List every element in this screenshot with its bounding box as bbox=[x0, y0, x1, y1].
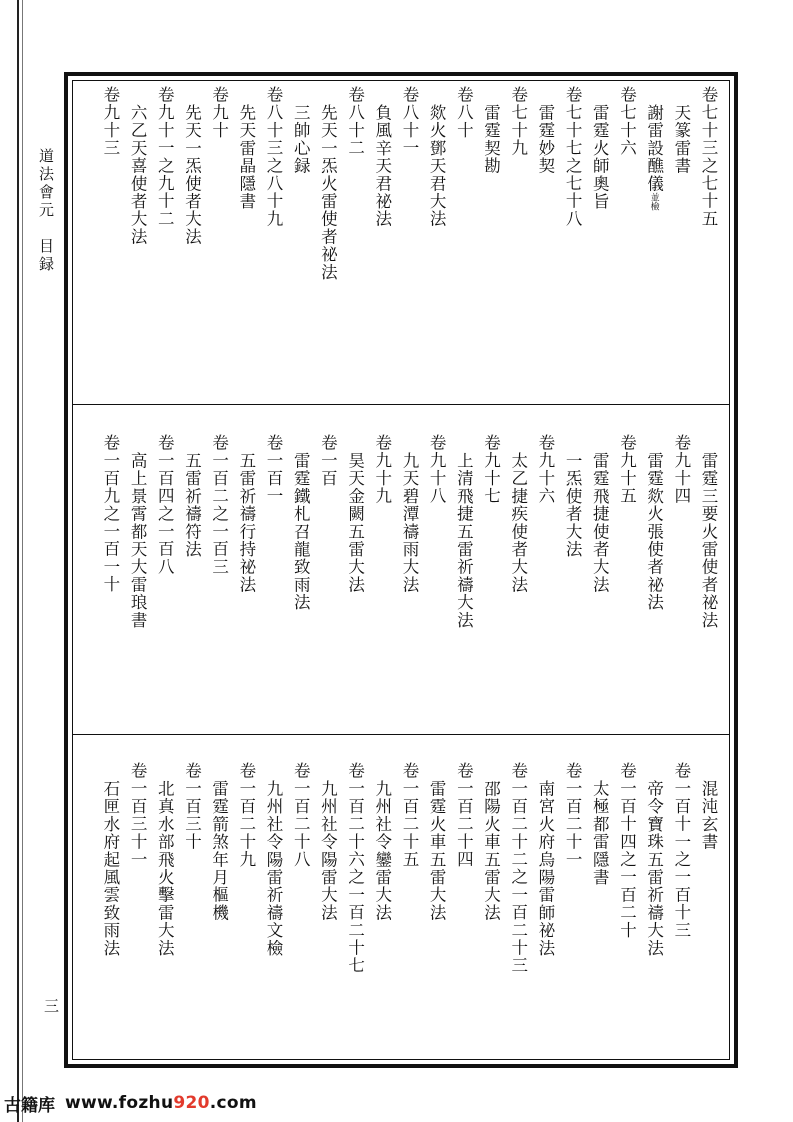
toc-chapter-heading bbox=[341, 762, 368, 1062]
toc-entry-text: 卷一百二之一百三 bbox=[209, 434, 229, 576]
toc-entry-title bbox=[586, 762, 613, 1062]
toc-entry-title bbox=[205, 762, 232, 1062]
toc-chapter-heading bbox=[559, 762, 586, 1062]
section-divider bbox=[73, 404, 729, 405]
toc-entry-title bbox=[559, 434, 586, 734]
toc-entry-text: 卷一百四之一百八 bbox=[155, 434, 175, 576]
toc-entry-title bbox=[423, 86, 450, 386]
toc-entry-text: 卷一百三十 bbox=[182, 762, 202, 851]
toc-entry-text: 一炁使者大法 bbox=[563, 452, 583, 559]
toc-entry-title bbox=[532, 86, 559, 386]
toc-entry-text: 卷九十五 bbox=[617, 434, 637, 505]
toc-entry-text: 上清飛捷五雷祈禱大法 bbox=[454, 452, 474, 629]
toc-entry-text: 卷七十三之七十五 bbox=[699, 86, 718, 228]
toc-entry-text: 先天雷晶隱書 bbox=[236, 104, 256, 211]
toc-entry-text: 卷九十八 bbox=[427, 434, 447, 505]
toc-chapter-heading bbox=[124, 762, 151, 1062]
toc-entry-title bbox=[423, 762, 450, 1062]
toc-entry-text: 混沌玄書 bbox=[699, 780, 718, 851]
toc-chapter-heading bbox=[97, 434, 124, 734]
toc-entry-text: 卷一百 bbox=[318, 434, 338, 488]
toc-entry-text: 雷霆飛捷使者大法 bbox=[590, 452, 610, 594]
toc-entry-text: 卷九十三 bbox=[100, 86, 120, 157]
toc-entry-text: 昊天金闕五雷大法 bbox=[345, 452, 365, 594]
toc-chapter-heading bbox=[532, 434, 559, 734]
page-margin-rule-thin bbox=[22, 0, 23, 1122]
toc-entry-text: 三帥心録 bbox=[291, 104, 311, 175]
toc-entry-title bbox=[124, 86, 151, 386]
toc-entry-text: 太極都雷隱書 bbox=[590, 780, 610, 887]
toc-entry-text: 先天一炁使者大法 bbox=[182, 104, 202, 246]
toc-chapter-heading bbox=[668, 762, 695, 1062]
toc-entry-title bbox=[314, 762, 341, 1062]
toc-entry-text: 卷一百二十四 bbox=[454, 762, 474, 869]
toc-entry-title bbox=[477, 86, 504, 386]
page-number: 三 bbox=[42, 998, 60, 1013]
toc-entry-title bbox=[505, 434, 532, 734]
toc-entry-title bbox=[450, 434, 477, 734]
toc-entry-text: 卷一百三十一 bbox=[128, 762, 148, 869]
toc-entry-text: 九州社令陽雷祈禱文檢 bbox=[264, 780, 283, 957]
toc-entry-note: 並檢 bbox=[648, 192, 659, 211]
book-title-header: 道法會元 目録 bbox=[37, 148, 55, 274]
toc-entry-text: 九天碧潭禱雨大法 bbox=[399, 452, 419, 594]
toc-entry-text: 五雷祈禱行持祕法 bbox=[236, 452, 256, 594]
toc-entry-text: 卷一百十一之一百十三 bbox=[671, 762, 691, 939]
toc-entry-title bbox=[668, 86, 695, 386]
toc-entry-title bbox=[314, 86, 341, 386]
toc-entry-text: 卷一百二十八 bbox=[291, 762, 311, 869]
toc-entry-text: 南宮火府烏陽雷師祕法 bbox=[535, 780, 555, 957]
toc-chapter-heading bbox=[369, 434, 396, 734]
toc-entry-text: 雷霆欻火張使者祕法 bbox=[644, 452, 664, 612]
toc-entry-text: 卷一百一 bbox=[264, 434, 283, 505]
toc-entry-text: 太乙捷疾使者大法 bbox=[508, 452, 528, 594]
toc-entry-text: 卷九十九 bbox=[372, 434, 392, 505]
toc-entry-title bbox=[586, 434, 613, 734]
toc-chapter-heading bbox=[151, 86, 178, 386]
toc-chapter-heading bbox=[477, 434, 504, 734]
toc-entry-text: 卷一百二十九 bbox=[236, 762, 256, 869]
toc-entry-text: 雷霆火師奧旨 bbox=[590, 104, 610, 211]
toc-entry-text: 先天一炁火雷使者祕法 bbox=[318, 104, 338, 281]
toc-entry-text: 卷一百二十六之一百二十七 bbox=[345, 762, 365, 975]
toc-entry-text: 卷九十七 bbox=[481, 434, 501, 505]
toc-entry-text: 高上景霄都天大雷琅書 bbox=[128, 452, 148, 629]
toc-entry-text: 卷八十 bbox=[454, 86, 474, 140]
toc-entry-title bbox=[233, 86, 260, 386]
toc-chapter-heading bbox=[613, 762, 640, 1062]
toc-entry-text: 六乙天喜使者大法 bbox=[128, 104, 148, 246]
toc-entry-text: 雷霆火車五雷大法 bbox=[427, 780, 447, 922]
toc-chapter-heading bbox=[396, 86, 423, 386]
toc-entry-text: 卷八十二 bbox=[345, 86, 365, 157]
toc-entry-text: 卷七十六 bbox=[617, 86, 637, 157]
toc-entry-text: 卷九十一之九十二 bbox=[155, 86, 175, 228]
toc-entry-title bbox=[287, 86, 314, 386]
toc-entry-text: 卷八十三之八十九 bbox=[264, 86, 283, 228]
toc-chapter-heading bbox=[450, 86, 477, 386]
toc-entry-text: 雷霆鐵札召龍致雨法 bbox=[291, 452, 311, 612]
toc-entry-text: 負風辛天君祕法 bbox=[372, 104, 392, 228]
toc-chapter-heading bbox=[505, 86, 532, 386]
toc-section-bottom bbox=[82, 762, 722, 1062]
toc-entry-text: 九州社令陽雷大法 bbox=[318, 780, 338, 922]
toc-entry-title bbox=[341, 434, 368, 734]
toc-chapter-heading bbox=[97, 86, 124, 386]
toc-chapter-heading bbox=[151, 434, 178, 734]
toc-entry-title bbox=[369, 86, 396, 386]
watermark-url: www.fozhu920.com bbox=[65, 1093, 257, 1113]
toc-section-middle bbox=[82, 434, 722, 734]
toc-entry-text: 邵陽火車五雷大法 bbox=[481, 780, 501, 922]
toc-chapter-heading bbox=[450, 762, 477, 1062]
toc-entry-title bbox=[586, 86, 613, 386]
toc-entry-title bbox=[640, 762, 667, 1062]
toc-entry-title bbox=[396, 434, 423, 734]
toc-entry-title bbox=[695, 762, 722, 1062]
toc-chapter-heading bbox=[260, 86, 287, 386]
toc-entry-title bbox=[124, 434, 151, 734]
toc-entry-text: 卷九十四 bbox=[671, 434, 691, 505]
toc-chapter-heading bbox=[233, 762, 260, 1062]
toc-entry-title bbox=[287, 434, 314, 734]
toc-entry-text: 卷八十一 bbox=[399, 86, 419, 157]
toc-entry-title bbox=[369, 762, 396, 1062]
toc-entry-text: 卷一百九之一百一十 bbox=[100, 434, 120, 594]
toc-entry-title bbox=[233, 434, 260, 734]
toc-chapter-heading bbox=[613, 434, 640, 734]
section-divider bbox=[73, 734, 729, 735]
toc-entry-text: 五雷祈禱符法 bbox=[182, 452, 202, 559]
toc-entry-title bbox=[477, 762, 504, 1062]
toc-entry-title bbox=[260, 762, 287, 1062]
toc-chapter-heading bbox=[205, 434, 232, 734]
toc-entry-title bbox=[178, 434, 205, 734]
toc-entry-title bbox=[695, 434, 722, 734]
toc-entry-text: 欻火鄧天君大法 bbox=[427, 104, 447, 228]
toc-entry-text: 謝雷設醮儀 bbox=[644, 104, 664, 193]
toc-entry-title bbox=[178, 86, 205, 386]
watermark-brand: 古籍库 bbox=[4, 1095, 55, 1116]
toc-entry-text: 雷霆契勘 bbox=[481, 104, 501, 175]
toc-entry-text: 卷一百二十一 bbox=[563, 762, 583, 869]
toc-chapter-heading bbox=[505, 762, 532, 1062]
toc-chapter-heading bbox=[178, 762, 205, 1062]
toc-chapter-heading bbox=[559, 86, 586, 386]
toc-entry-text: 卷七十九 bbox=[508, 86, 528, 157]
toc-entry-text: 卷九十 bbox=[209, 86, 229, 140]
toc-entry-title bbox=[151, 762, 178, 1062]
toc-chapter-heading bbox=[341, 86, 368, 386]
toc-entry-title bbox=[640, 434, 667, 734]
toc-entry-text: 帝令寶珠五雷祈禱大法 bbox=[644, 780, 664, 957]
toc-chapter-heading bbox=[613, 86, 640, 386]
toc-section-top bbox=[82, 86, 722, 386]
toc-entry-text: 卷一百二十二之一百二十三 bbox=[508, 762, 528, 975]
toc-chapter-heading bbox=[423, 434, 450, 734]
toc-entry-text: 北真水部飛火擊雷大法 bbox=[155, 780, 175, 957]
page-margin-rule bbox=[17, 0, 19, 1122]
toc-entry-title bbox=[97, 762, 124, 1062]
toc-entry-text: 九州社令鑾雷大法 bbox=[372, 780, 392, 922]
toc-chapter-heading bbox=[396, 762, 423, 1062]
toc-chapter-heading bbox=[205, 86, 232, 386]
toc-chapter-heading bbox=[260, 434, 287, 734]
toc-entry-text: 卷九十六 bbox=[535, 434, 555, 505]
toc-entry-text: 卷一百十四之一百二十 bbox=[617, 762, 637, 939]
toc-entry-title bbox=[640, 86, 667, 386]
toc-chapter-heading bbox=[695, 86, 722, 386]
toc-entry-text: 石匣水府起風雲致雨法 bbox=[100, 780, 120, 957]
toc-entry-text: 卷七十七之七十八 bbox=[563, 86, 583, 228]
toc-entry-text: 雷霆箭煞年月樞機 bbox=[209, 780, 229, 922]
toc-chapter-heading bbox=[668, 434, 695, 734]
toc-entry-text: 天篆雷書 bbox=[671, 104, 691, 175]
toc-chapter-heading bbox=[287, 762, 314, 1062]
site-watermark bbox=[0, 1088, 304, 1118]
toc-entry-text: 雷霆妙契 bbox=[535, 104, 555, 175]
toc-chapter-heading bbox=[314, 434, 341, 734]
toc-entry-text: 卷一百二十五 bbox=[399, 762, 419, 869]
toc-entry-text: 雷霆三要火雷使者祕法 bbox=[699, 452, 718, 629]
toc-entry-title bbox=[532, 762, 559, 1062]
